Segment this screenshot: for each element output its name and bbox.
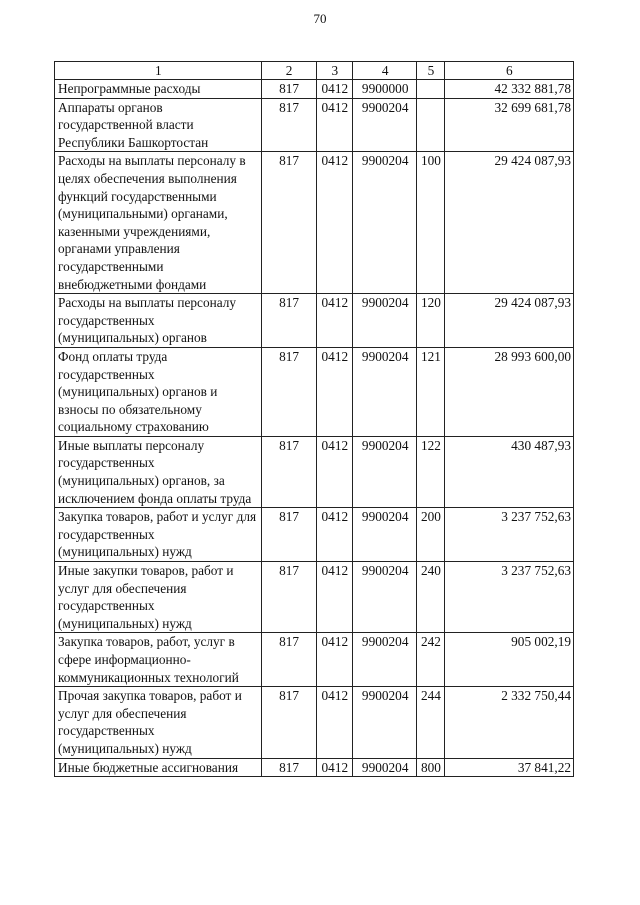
expense-name: Расходы на выплаты персоналу государственных (муниципальных) органов <box>55 294 262 348</box>
ministry-code: 817 <box>261 508 316 562</box>
expense-name: Закупка товаров, работ и услуг для государственных (муниципальных) нужд <box>55 508 262 562</box>
ministry-code: 817 <box>261 562 316 633</box>
amount: 3 237 752,63 <box>444 508 573 562</box>
expense-name: Прочая закупка товаров, работ и услуг для обеспечения государственных (муниципальных) нужд <box>55 687 262 758</box>
column-header-6: 6 <box>444 62 573 80</box>
amount: 42 332 881,78 <box>444 80 573 99</box>
expense-type-code: 121 <box>417 347 444 436</box>
amount: 37 841,22 <box>444 758 573 777</box>
ministry-code: 817 <box>261 687 316 758</box>
table-row <box>55 436 574 507</box>
table-row <box>55 98 574 152</box>
ministry-code: 817 <box>261 98 316 152</box>
target-article-code: 9900204 <box>353 508 417 562</box>
expense-type-code: 800 <box>417 758 444 777</box>
ministry-code: 817 <box>261 294 316 348</box>
page-number: 70 <box>313 11 327 26</box>
ministry-code: 817 <box>261 152 316 294</box>
section-code: 0412 <box>316 758 353 777</box>
expense-type-code: 242 <box>417 633 444 687</box>
amount: 28 993 600,00 <box>444 347 573 436</box>
target-article-code: 9900204 <box>353 152 417 294</box>
expense-name: Непрограммные расходы <box>55 80 262 99</box>
expense-type-code: 200 <box>417 508 444 562</box>
ministry-code: 817 <box>261 347 316 436</box>
ministry-code: 817 <box>261 436 316 507</box>
expense-name: Закупка товаров, работ, услуг в сфере информационно-коммуникационных технологий <box>55 633 262 687</box>
column-header-2: 2 <box>261 62 316 80</box>
expense-name: Иные бюджетные ассигнования <box>55 758 262 777</box>
column-header-5: 5 <box>417 62 444 80</box>
table-header-row <box>55 62 574 80</box>
target-article-code: 9900204 <box>353 687 417 758</box>
expense-type-code <box>417 80 444 99</box>
section-code: 0412 <box>316 80 353 99</box>
amount: 905 002,19 <box>444 633 573 687</box>
target-article-code: 9900000 <box>353 80 417 99</box>
expense-type-code: 120 <box>417 294 444 348</box>
expense-name: Иные выплаты персоналу государственных (муниципальных) органов, за исключением фонда оплаты труда <box>55 436 262 507</box>
column-header-4: 4 <box>353 62 417 80</box>
target-article-code: 9900204 <box>353 436 417 507</box>
expense-type-code <box>417 98 444 152</box>
amount: 2 332 750,44 <box>444 687 573 758</box>
expense-type-code: 240 <box>417 562 444 633</box>
section-code: 0412 <box>316 152 353 294</box>
ministry-code: 817 <box>261 633 316 687</box>
amount: 3 237 752,63 <box>444 562 573 633</box>
expense-name: Аппараты органов государственной власти Республики Башкортостан <box>55 98 262 152</box>
section-code: 0412 <box>316 633 353 687</box>
target-article-code: 9900204 <box>353 562 417 633</box>
expense-type-code: 122 <box>417 436 444 507</box>
table-row <box>55 508 574 562</box>
expense-type-code: 100 <box>417 152 444 294</box>
table-row <box>55 562 574 633</box>
target-article-code: 9900204 <box>353 294 417 348</box>
amount: 430 487,93 <box>444 436 573 507</box>
table-row <box>55 687 574 758</box>
section-code: 0412 <box>316 294 353 348</box>
table-row <box>55 633 574 687</box>
expense-name: Фонд оплаты труда государственных (муниципальных) органов и взносы по обязательному социальному страхованию <box>55 347 262 436</box>
target-article-code: 9900204 <box>353 633 417 687</box>
expense-name: Расходы на выплаты персоналу в целях обеспечения выполнения функций государственными (муниципальными) органами, казенными учреждениями, органами управления государственными внебюджетными фондами <box>55 152 262 294</box>
table-row <box>55 80 574 99</box>
section-code: 0412 <box>316 562 353 633</box>
section-code: 0412 <box>316 98 353 152</box>
table-row <box>55 758 574 777</box>
amount: 29 424 087,93 <box>444 294 573 348</box>
table-row <box>55 294 574 348</box>
column-header-1: 1 <box>55 62 262 80</box>
amount: 29 424 087,93 <box>444 152 573 294</box>
expense-type-code: 244 <box>417 687 444 758</box>
section-code: 0412 <box>316 508 353 562</box>
table-row <box>55 152 574 294</box>
ministry-code: 817 <box>261 758 316 777</box>
section-code: 0412 <box>316 347 353 436</box>
expense-name: Иные закупки товаров, работ и услуг для обеспечения государственных (муниципальных) нужд <box>55 562 262 633</box>
section-code: 0412 <box>316 436 353 507</box>
amount: 32 699 681,78 <box>444 98 573 152</box>
section-code: 0412 <box>316 687 353 758</box>
ministry-code: 817 <box>261 80 316 99</box>
table-row <box>55 347 574 436</box>
column-header-3: 3 <box>316 62 353 80</box>
target-article-code: 9900204 <box>353 98 417 152</box>
budget-table <box>54 61 574 777</box>
target-article-code: 9900204 <box>353 758 417 777</box>
target-article-code: 9900204 <box>353 347 417 436</box>
